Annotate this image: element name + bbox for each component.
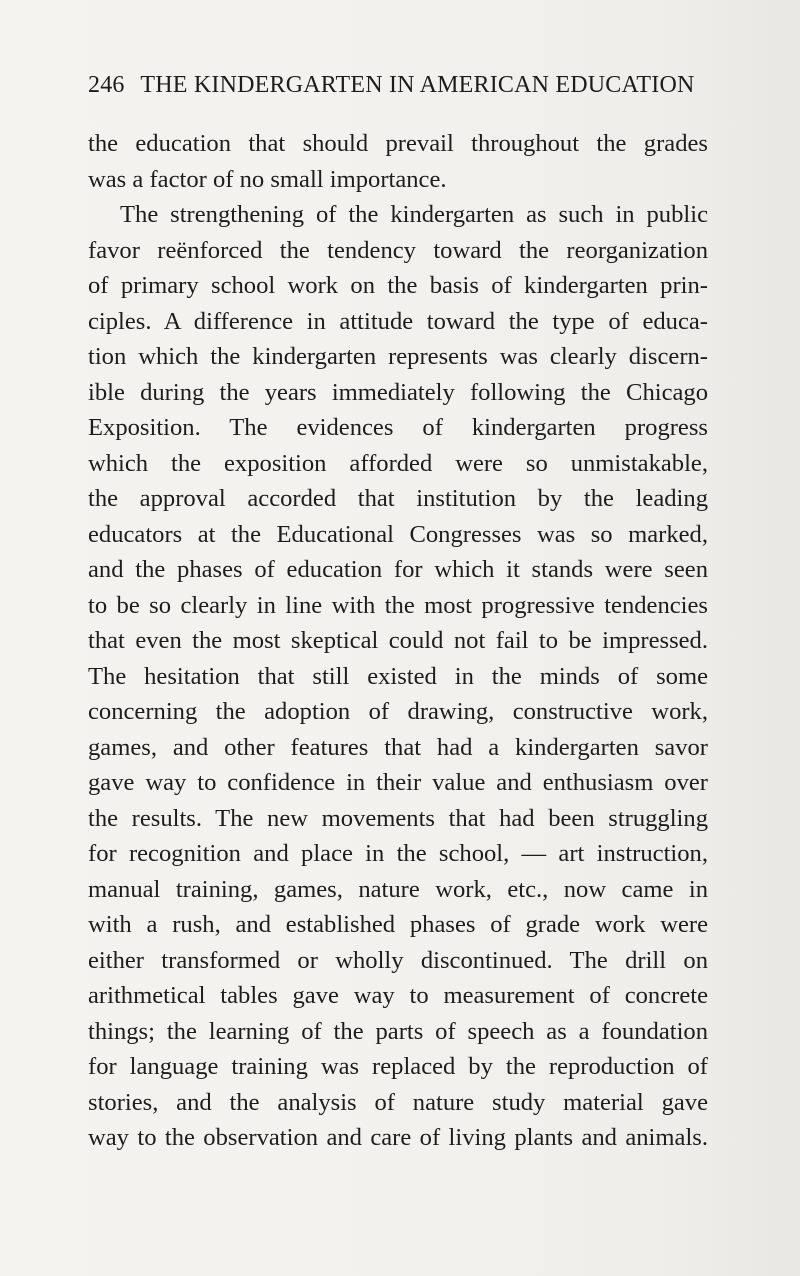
text-line: The hesitation that still existed in the minds of some [88,662,708,690]
text-line: of primary school work on the basis of kindergarten prin- [88,272,708,299]
text-line: The strengthening of the kindergarten as such in public [120,201,708,228]
page-number: 246 [88,72,125,98]
text-line: things; the learning of the parts of speech as a foundation [88,1017,708,1045]
text-line: either transformed or wholly discontinued. The drill on [88,946,708,974]
text-line: tion which the kindergarten represents was clearly discern- [88,343,708,370]
text-line: manual training, games, nature work, etc., now came in [88,875,708,903]
text-line: gave way to confidence in their value and enthusiasm over [88,769,708,796]
text-line: ciples. A difference in attitude toward the type of educa- [88,307,708,335]
text-line: that even the most skeptical could not fail to be impressed. [88,627,708,654]
text-line: and the phases of education for which it stands were seen [88,556,708,583]
text-line: with a rush, and established phases of grade work were [88,911,708,938]
text-line: Exposition. The evidences of kindergarten progress [88,414,708,441]
text-line: stories, and the analysis of nature study material gave [88,1088,708,1116]
running-title: THE KINDERGARTEN IN AMERICAN EDUCATION [140,72,695,98]
text-line: to be so clearly in line with the most progressive tendencies [88,591,708,619]
text-line: way to the observation and care of living plants and animals. [88,1124,708,1151]
text-line: the results. The new movements that had been struggling [88,804,708,832]
text-line: concerning the adoption of drawing, constructive work, [88,698,708,725]
text-line: arithmetical tables gave way to measurement of concrete [88,982,708,1009]
text-line: favor reënforced the tendency toward the reorganization [88,236,708,264]
text-line: for recognition and place in the school, — art instruction, [88,840,708,867]
text-line: the education that should prevail throughout the grades [88,130,708,157]
text-line: for language training was replaced by the reproduction of [88,1053,708,1080]
text-line: games, and other features that had a kindergarten savor [88,733,708,761]
running-head [88,72,708,99]
text-line: which the exposition afforded were so unmistakable, [88,449,708,477]
body-text [88,126,708,1156]
text-line: educators at the Educational Congresses was so marked, [88,520,708,548]
text-line: the approval accorded that institution by the leading [88,485,708,512]
text-line: was a factor of no small importance. [88,165,447,193]
text-line: ible during the years immediately following the Chicago [88,378,708,406]
